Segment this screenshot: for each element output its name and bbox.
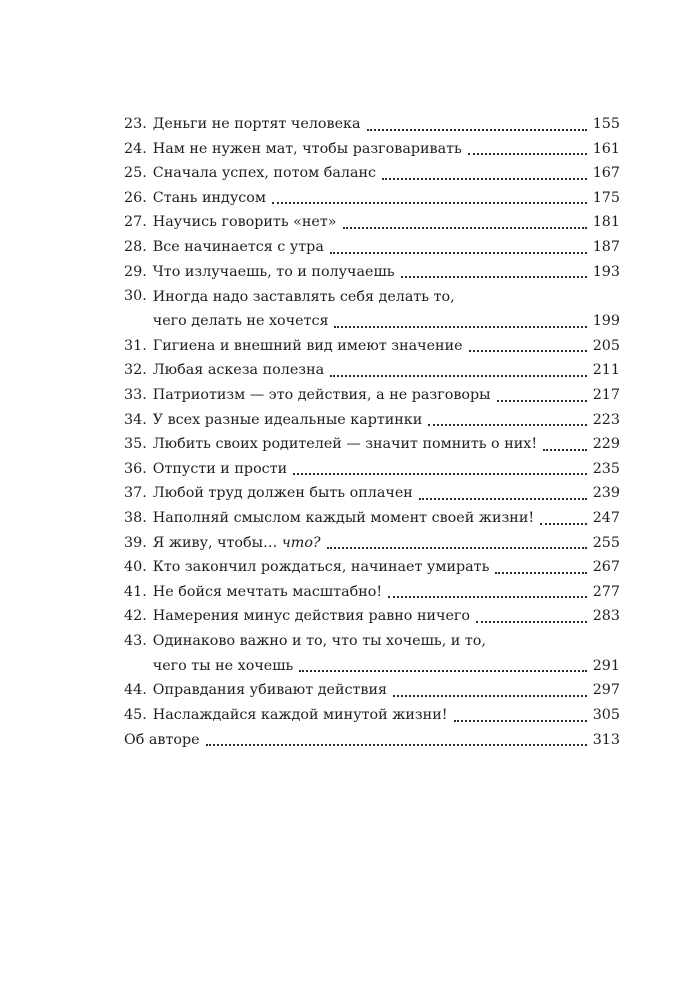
toc-entry-page-number: 229 xyxy=(592,436,620,453)
toc-entry-page-number: 193 xyxy=(592,263,620,280)
toc-entry-page-number: 247 xyxy=(592,509,620,526)
toc-entry-number: 27. xyxy=(124,214,147,231)
toc-entry-number: 34. xyxy=(124,411,147,428)
toc-entry-page-number: 283 xyxy=(592,608,620,625)
toc-entry-title-part: Я живу, чтобы… xyxy=(152,534,282,551)
toc-entry xyxy=(124,260,620,285)
toc-entry xyxy=(124,112,620,137)
toc-entry-title: Отпусти и прости xyxy=(152,460,288,477)
toc-entry-page-number: 175 xyxy=(592,189,620,206)
toc-entry-number: 41. xyxy=(124,583,147,600)
dot-leader xyxy=(419,498,587,500)
toc-entry-page-number: 187 xyxy=(592,238,620,255)
toc-entry xyxy=(124,432,620,457)
toc-entry-title: Любая аскеза полезна xyxy=(152,362,325,379)
toc-entry-page-number: 181 xyxy=(592,214,620,231)
toc-entry xyxy=(124,604,620,629)
dot-leader xyxy=(469,350,587,352)
toc-entry-number: 37. xyxy=(124,485,147,502)
toc-entry-title: Кто закончил рождаться, начинает умирать xyxy=(152,559,490,576)
toc-entry-number: 33. xyxy=(124,386,147,403)
toc-entry-title: Патриотизм — это действия, а не разговоры xyxy=(152,386,491,403)
toc-entry-number: 44. xyxy=(124,682,147,699)
toc-entry-title: Стань индусом xyxy=(152,189,266,206)
toc-entry-page-number: 291 xyxy=(592,657,620,674)
dot-leader xyxy=(293,473,587,475)
toc-entry-page-number: 267 xyxy=(592,559,620,576)
dot-leader xyxy=(330,252,587,254)
toc-entry-title: У всех разные идеальные картинки xyxy=(152,411,423,428)
toc-entry-number: 23. xyxy=(124,116,147,132)
toc-entry-number: 35. xyxy=(124,436,147,453)
toc-entry xyxy=(124,161,620,186)
dot-leader xyxy=(495,572,586,574)
toc-entry-title: Гигиена и внешний вид имеют значение xyxy=(152,337,463,354)
toc-entry-number: 39. xyxy=(124,534,147,551)
dot-leader xyxy=(401,276,587,278)
toc-entry-number: 29. xyxy=(124,263,147,280)
toc-entry-number: 43. xyxy=(124,632,147,649)
toc-entry-title: Что излучаешь, то и получаешь xyxy=(152,263,395,280)
dot-leader xyxy=(497,400,587,402)
table-of-contents xyxy=(124,112,620,752)
toc-entry-title: чего делать не хочется xyxy=(152,313,329,330)
toc-entry-number: 30. xyxy=(124,288,147,305)
toc-entry-number: 24. xyxy=(124,140,147,157)
dot-leader xyxy=(382,178,587,180)
toc-entry-number: 36. xyxy=(124,460,147,477)
toc-entry xyxy=(124,186,620,211)
toc-entry-number: 42. xyxy=(124,608,147,625)
dot-leader xyxy=(299,670,586,672)
toc-entry-number: 45. xyxy=(124,707,147,724)
toc-entry-page-number: 155 xyxy=(592,116,620,132)
dot-leader xyxy=(343,227,587,229)
toc-entry-title: Нам не нужен мат, чтобы разговаривать xyxy=(152,140,462,157)
dot-leader xyxy=(540,523,587,525)
toc-entry-page-number: 167 xyxy=(592,165,620,182)
toc-entry-title: Оправдания убивают действия xyxy=(152,682,388,699)
toc-entry xyxy=(124,284,620,334)
dot-leader xyxy=(428,424,586,426)
toc-entry xyxy=(124,383,620,408)
toc-entry-number: 31. xyxy=(124,337,147,354)
toc-entry-title: Научись говорить «нет» xyxy=(152,214,337,231)
dot-leader xyxy=(367,129,587,131)
toc-entry-title: Наполняй смыслом каждый момент своей жизни! xyxy=(152,509,535,526)
toc-entry xyxy=(124,629,620,679)
toc-entry xyxy=(124,580,620,605)
dot-leader xyxy=(393,695,587,697)
toc-entry-title: Сначала успех, потом баланс xyxy=(152,165,377,182)
toc-entry-page-number: 205 xyxy=(592,337,620,354)
toc-entry-number: 32. xyxy=(124,362,147,379)
toc-entry-title: Намерения минус действия равно ничего xyxy=(152,608,471,625)
toc-entry-page-number: 277 xyxy=(592,583,620,600)
toc-entry-title: Любить своих родителей — значит помнить о них! xyxy=(152,436,538,453)
toc-entry-title: Об авторе xyxy=(124,731,200,748)
toc-entry xyxy=(124,555,620,580)
toc-entry-page-number: 199 xyxy=(592,313,620,330)
toc-entry xyxy=(124,506,620,531)
toc-entry-number: 40. xyxy=(124,559,147,576)
toc-entry-title: Все начинается с утра xyxy=(152,238,324,255)
toc-entry-title-italic: что? xyxy=(281,534,321,551)
toc-entry xyxy=(124,531,620,556)
toc-entry xyxy=(124,235,620,260)
dot-leader xyxy=(454,720,587,722)
toc-entry-page-number: 211 xyxy=(592,362,620,379)
toc-entry-title: Не бойся мечтать масштабно! xyxy=(152,583,383,600)
toc-entry-page-number: 255 xyxy=(592,534,620,551)
dot-leader xyxy=(334,326,586,328)
toc-entry-title: чего ты не хочешь xyxy=(152,657,294,674)
toc-entry-title xyxy=(153,531,321,556)
toc-entry xyxy=(124,678,620,703)
toc-entry-page-number: 235 xyxy=(592,460,620,477)
toc-entry-page-number: 313 xyxy=(592,731,620,748)
toc-entry xyxy=(124,358,620,383)
toc-entry xyxy=(124,210,620,235)
toc-entry xyxy=(124,457,620,482)
toc-entry xyxy=(124,481,620,506)
toc-entry xyxy=(124,137,620,162)
toc-entry-page-number: 217 xyxy=(592,386,620,403)
dot-leader xyxy=(476,621,587,623)
toc-entry-title: Любой труд должен быть оплачен xyxy=(152,485,413,502)
toc-entry-title: Наслаждайся каждой минутой жизни! xyxy=(152,707,448,724)
toc-entry-number: 26. xyxy=(124,189,147,206)
toc-entry-page-number: 305 xyxy=(592,707,620,724)
toc-entry-title: Деньги не портят человека xyxy=(152,116,361,132)
toc-entry-page-number: 161 xyxy=(592,140,620,157)
toc-entry-number: 25. xyxy=(124,165,147,182)
toc-entry-page-number: 239 xyxy=(592,485,620,502)
dot-leader xyxy=(468,153,587,155)
toc-entry-number: 38. xyxy=(124,509,147,526)
toc-entry-title-line: Одинаково важно и то, что ты хочешь, и то, xyxy=(152,633,486,650)
dot-leader xyxy=(327,547,587,549)
dot-leader xyxy=(206,744,587,746)
toc-entry-title-line: Иногда надо заставлять себя делать то, xyxy=(152,288,455,305)
dot-leader xyxy=(272,202,587,204)
toc-entry xyxy=(124,703,620,728)
toc-entry xyxy=(124,408,620,433)
dot-leader xyxy=(330,375,587,377)
toc-entry xyxy=(124,334,620,359)
dot-leader xyxy=(388,596,587,598)
toc-entry xyxy=(124,728,620,753)
toc-entry-number: 28. xyxy=(124,238,147,255)
dot-leader xyxy=(543,449,587,451)
toc-entry-page-number: 223 xyxy=(592,411,620,428)
toc-entry-page-number: 297 xyxy=(592,682,620,699)
